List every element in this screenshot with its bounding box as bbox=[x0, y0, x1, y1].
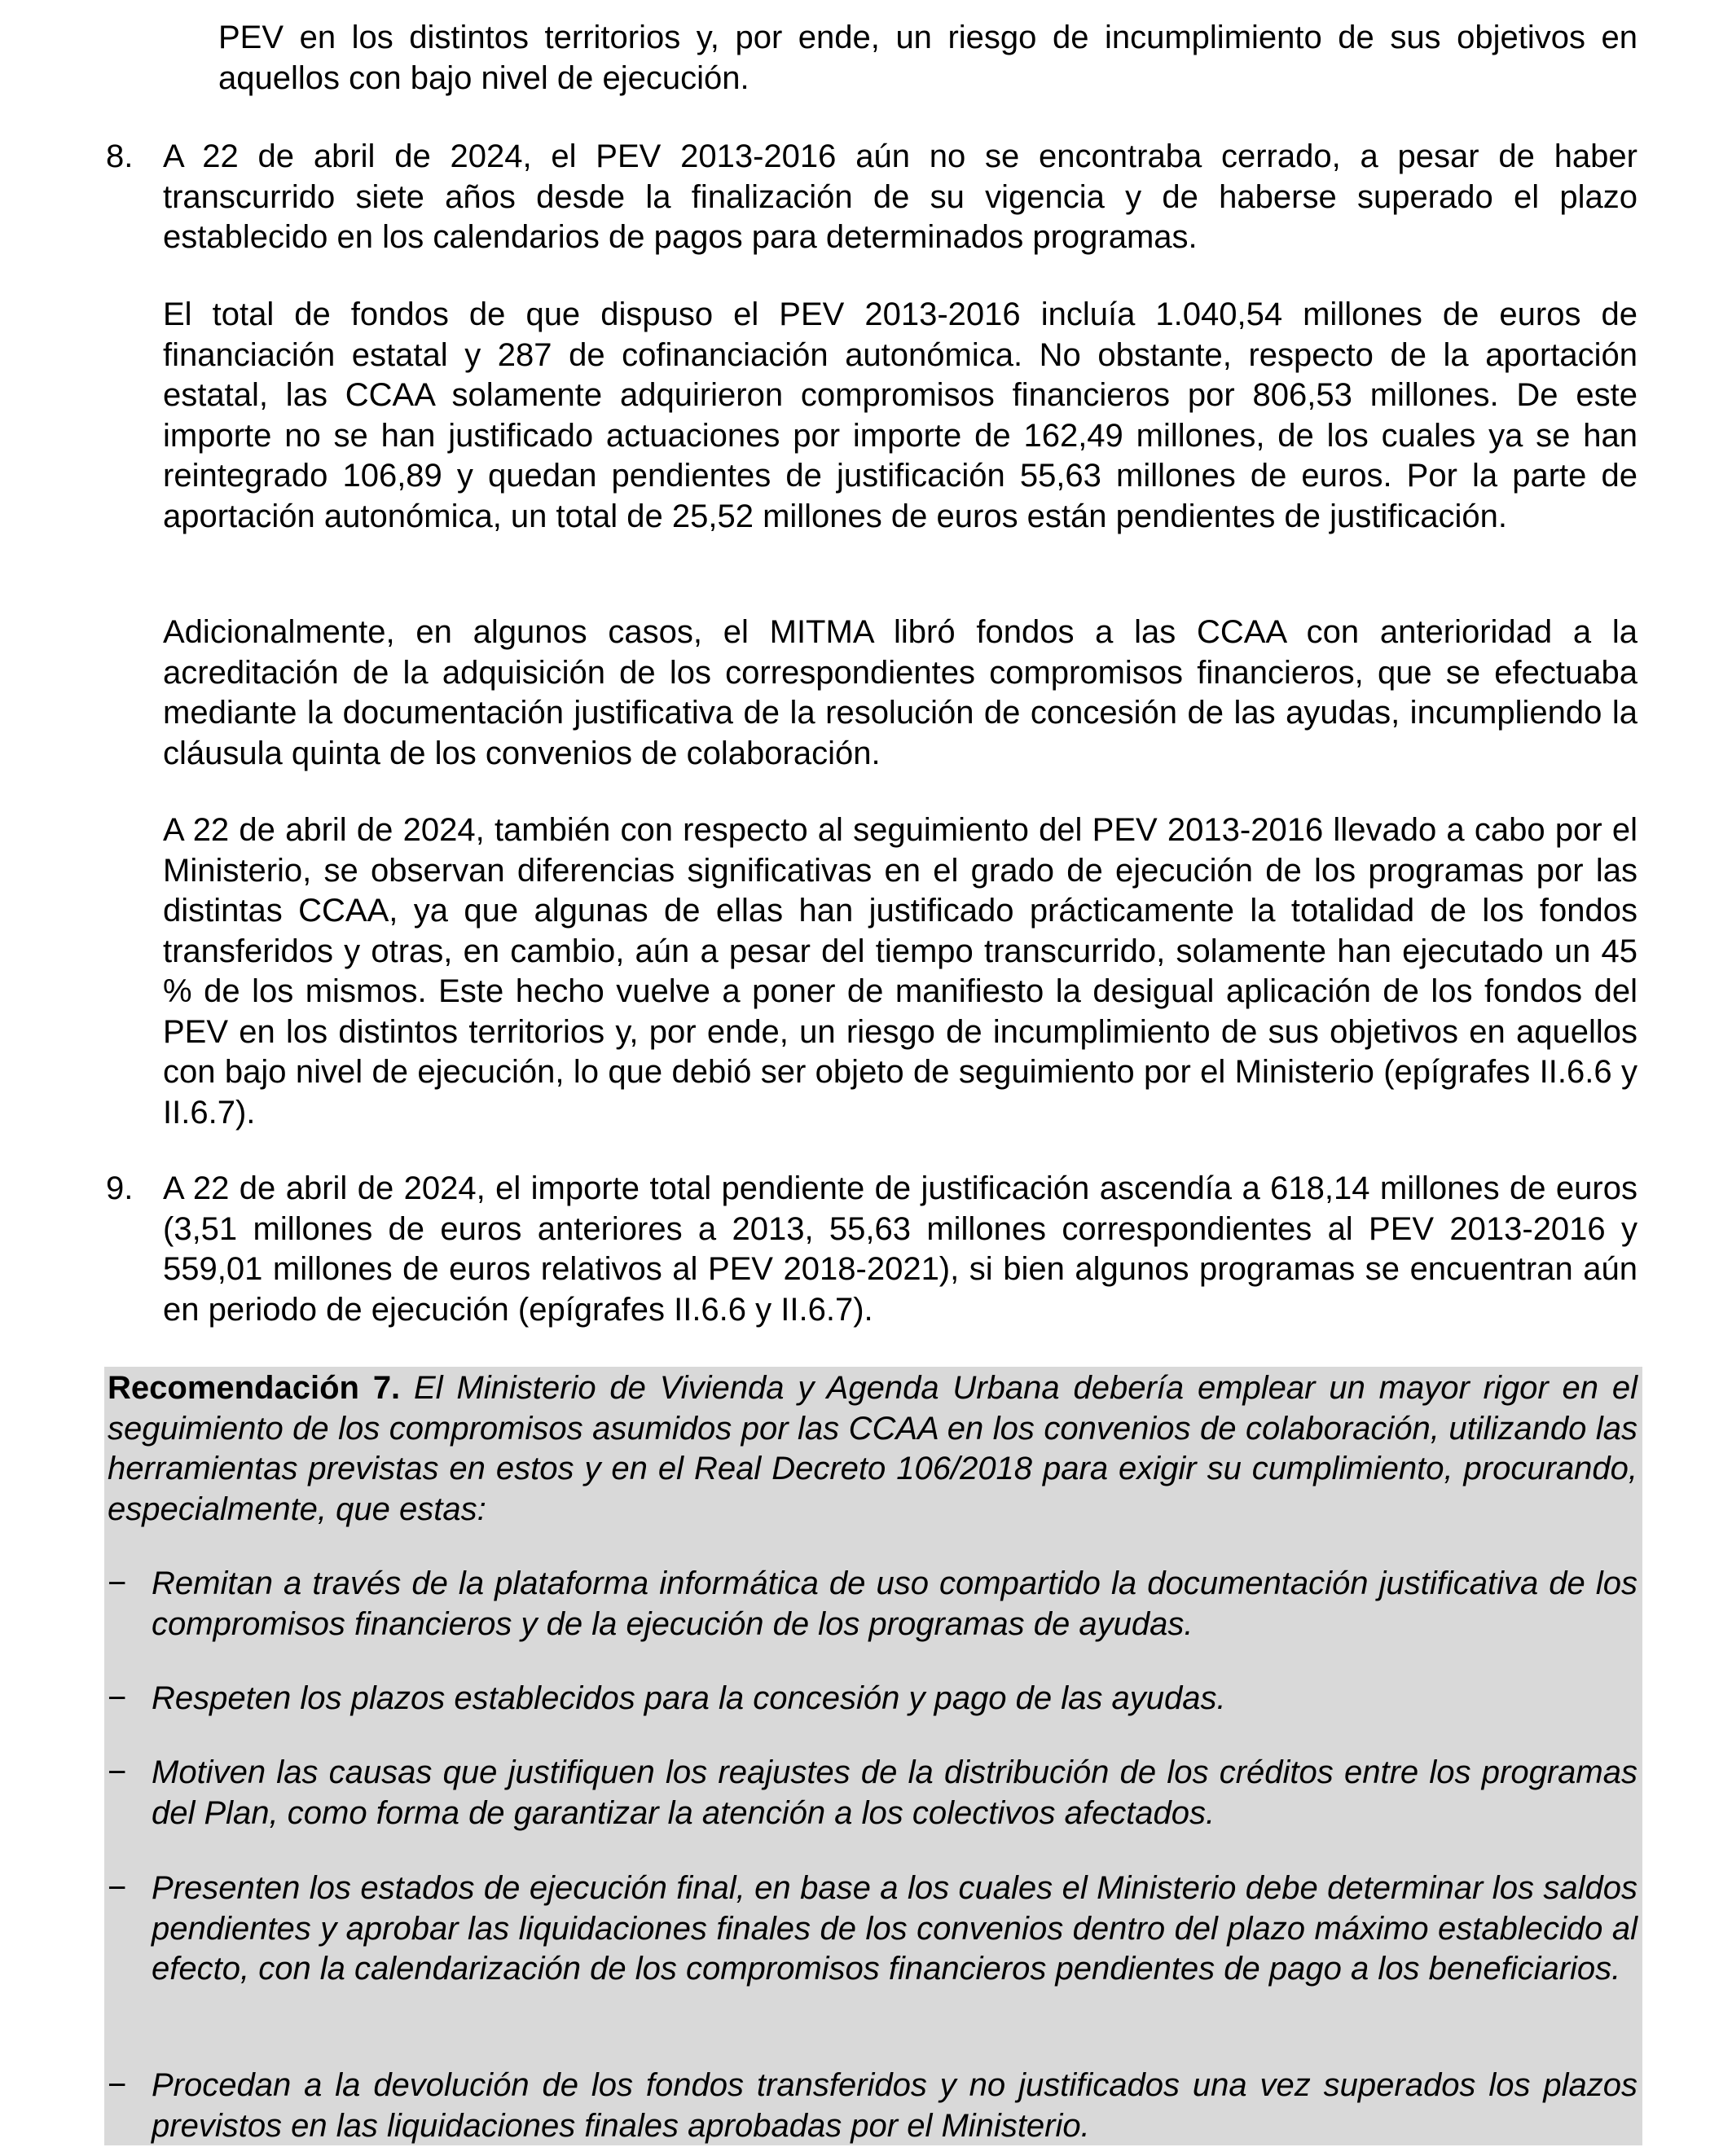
item-9-paragraph-1: A 22 de abril de 2024, el importe total pendiente de justificación ascendía a 618,14 millones de euros (3,51 millones de euros anteriores a 2013, 55,63 millones correspondientes al PEV 2013-2016 y 559,01 millones de euros relativos al PEV 2018-2021), si bien algunos programas se encuentran aún en periodo de ejecución (epígrafes II.6.6 y II.6.7). bbox=[163, 1170, 1637, 1328]
bullet-dash-1: − bbox=[108, 1565, 127, 1601]
recommendation-heading-number: 7. bbox=[372, 1370, 401, 1406]
item-number-8: 8. bbox=[106, 138, 134, 174]
item-8-paragraph-4: A 22 de abril de 2024, también con respecto al seguimiento del PEV 2013-2016 llevado a cabo por el Ministerio, se observan diferencias significativas en el grado de ejecución de los programas por las distintas CCAA, ya que algunas de ellas han justificado prácticamente la totalidad de los fondos transferidos y otras, en cambio, aún a pesar del tiempo transcurrido, solamente han ejecutado un 45 % de los mismos. Este hecho vuelve a poner de manifiesto la desigual aplicación de los fondos del PEV en los distintos territorios y, por ende, un riesgo de incumplimiento de sus objetivos en aquellos con bajo nivel de ejecución, lo que debió ser objeto de seguimiento por el Ministerio (epígrafes II.6.6 y II.6.7). bbox=[163, 812, 1637, 1131]
recommendation-bullet-1: Remitan a través de la plataforma informática de uso compartido la documentación justificativa de los compromisos financieros y de la ejecución de los programas de ayudas. bbox=[152, 1565, 1637, 1642]
recommendation-bullet-3: Motiven las causas que justifiquen los reajustes de la distribución de los créditos entre los programas del Plan, como forma de garantizar la atención a los colectivos afectados. bbox=[152, 1754, 1637, 1831]
recommendation-bullet-4: Presenten los estados de ejecución final, en base a los cuales el Ministerio debe determinar los saldos pendientes y aprobar las liquidaciones finales de los convenios dentro del plazo máximo establecido al efecto, con la calendarización de los compromisos financieros pendientes de pago a los beneficiarios. bbox=[152, 1870, 1637, 1987]
recommendation-bullet-5: Procedan a la devolución de los fondos transferidos y no justificados una vez superados los plazos previstos en las liquidaciones finales aprobadas por el Ministerio. bbox=[152, 2067, 1637, 2144]
bullet-dash-4: − bbox=[108, 1870, 127, 1906]
recommendation-heading-word: Recomendación bbox=[108, 1370, 359, 1406]
bullet-dash-3: − bbox=[108, 1754, 127, 1790]
bullet-dash-5: − bbox=[108, 2067, 127, 2103]
item-8-paragraph-3: Adicionalmente, en algunos casos, el MITMA libró fondos a las CCAA con anterioridad a la acreditación de la adquisición de los correspondientes compromisos financieros, que se efectuaba mediante la documentación justificativa de la resolución de concesión de las ayudas, incumpliendo la cláusula quinta de los convenios de colaboración. bbox=[163, 614, 1637, 771]
recommendation-intro-text: El Ministerio de Vivienda y Agenda Urbana debería emplear un mayor rigor en el seguimiento de los compromisos asumidos por las CCAA en los convenios de colaboración, utilizando las herramientas previstas en estos y en el Real Decreto 106/2018 para exigir su cumplimiento, procurando, especialmente, que estas: bbox=[108, 1370, 1637, 1527]
continuation-paragraph: PEV en los distintos territorios y, por ende, un riesgo de incumplimiento de sus objetivos en aquellos con bajo nivel de ejecución. bbox=[218, 20, 1637, 96]
recommendation-intro bbox=[108, 1368, 1637, 1530]
bullet-dash-2: − bbox=[108, 1680, 127, 1716]
item-8-paragraph-2: El total de fondos de que dispuso el PEV 2013-2016 incluía 1.040,54 millones de euros de financiación estatal y 287 de cofinanciación autonómica. No obstante, respecto de la aportación estatal, las CCAA solamente adquirieron compromisos financieros por 806,53 millones. De este importe no se han justificado actuaciones por importe de 162,49 millones, de los cuales ya se han reintegrado 106,89 y quedan pendientes de justificación 55,63 millones de euros. Por la parte de aportación autonómica, un total de 25,52 millones de euros están pendientes de justificación. bbox=[163, 296, 1637, 534]
item-8-paragraph-1: A 22 de abril de 2024, el PEV 2013-2016 aún no se encontraba cerrado, a pesar de haber transcurrido siete años desde la finalización de su vigencia y de haberse superado el plazo establecido en los calendarios de pagos para determinados programas. bbox=[163, 138, 1637, 255]
recommendation-heading bbox=[108, 1370, 400, 1406]
recommendation-bullet-2: Respeten los plazos establecidos para la concesión y pago de las ayudas. bbox=[152, 1680, 1226, 1716]
item-number-9: 9. bbox=[106, 1170, 134, 1206]
